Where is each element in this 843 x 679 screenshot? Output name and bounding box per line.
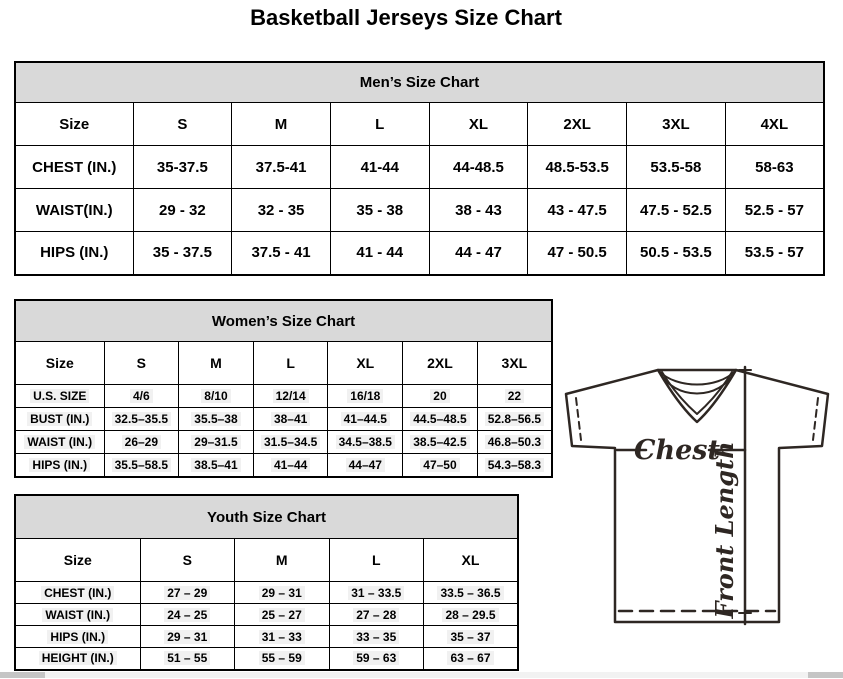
row-label: HIPS (IN.) — [15, 232, 133, 275]
table-row — [15, 431, 552, 454]
row-label: WAIST(IN.) — [15, 189, 133, 232]
front-length-label: Front Length — [710, 441, 739, 619]
column-header: S — [140, 539, 235, 582]
size-cell: 35 – 37 — [424, 626, 519, 648]
row-label: HEIGHT (IN.) — [15, 648, 140, 670]
column-header: XL — [429, 103, 528, 146]
column-header: M — [232, 103, 331, 146]
size-cell: 47.5 - 52.5 — [627, 189, 726, 232]
column-header: M — [179, 342, 254, 385]
chest-label: Chest — [634, 435, 720, 466]
size-cell: 38 - 43 — [429, 189, 528, 232]
size-cell: 33 – 35 — [329, 626, 424, 648]
column-header: Size — [15, 103, 133, 146]
youth-chart-title: Youth Size Chart — [15, 495, 518, 539]
size-cell: 34.5–38.5 — [328, 431, 403, 454]
size-cell: 63 – 67 — [424, 648, 519, 670]
size-cell: 31 – 33 — [235, 626, 330, 648]
column-header: Size — [15, 342, 104, 385]
jersey-diagram-svg — [556, 360, 840, 672]
size-cell: 37.5-41 — [232, 146, 331, 189]
column-header: 3XL — [477, 342, 552, 385]
table-row — [15, 408, 552, 431]
column-header: 3XL — [627, 103, 726, 146]
size-cell: 38.5–41 — [179, 454, 254, 477]
size-cell: 55 – 59 — [235, 648, 330, 670]
size-cell: 16/18 — [328, 385, 403, 408]
size-cell: 29 – 31 — [235, 582, 330, 604]
size-cell: 54.3–58.3 — [477, 454, 552, 477]
scroll-left-button[interactable] — [0, 672, 45, 678]
table-row — [15, 582, 518, 604]
page-title: Basketball Jerseys Size Chart — [250, 5, 562, 30]
row-label: HIPS (IN.) — [15, 626, 140, 648]
size-cell: 41 - 44 — [330, 232, 429, 275]
size-cell: 51 – 55 — [140, 648, 235, 670]
size-cell: 44-48.5 — [429, 146, 528, 189]
column-header: XL — [424, 539, 519, 582]
mens-chart-title: Men’s Size Chart — [15, 62, 824, 103]
size-cell: 29–31.5 — [179, 431, 254, 454]
table-row — [15, 146, 824, 189]
size-cell: 8/10 — [179, 385, 254, 408]
column-header: XL — [328, 342, 403, 385]
row-label: HIPS (IN.) — [15, 454, 104, 477]
column-header: S — [104, 342, 179, 385]
size-cell: 47 - 50.5 — [528, 232, 627, 275]
size-cell: 12/14 — [253, 385, 328, 408]
size-cell: 50.5 - 53.5 — [627, 232, 726, 275]
size-cell: 41–44.5 — [328, 408, 403, 431]
row-label: BUST (IN.) — [15, 408, 104, 431]
row-label: U.S. SIZE — [15, 385, 104, 408]
size-cell: 59 – 63 — [329, 648, 424, 670]
column-header: L — [330, 103, 429, 146]
table-row — [15, 385, 552, 408]
size-cell: 47–50 — [403, 454, 478, 477]
size-cell: 4/6 — [104, 385, 179, 408]
size-cell: 38.5–42.5 — [403, 431, 478, 454]
size-cell: 27 – 28 — [329, 604, 424, 626]
jersey-measurement-diagram — [556, 360, 840, 672]
size-cell: 25 – 27 — [235, 604, 330, 626]
size-cell: 58-63 — [725, 146, 824, 189]
column-header: Size — [15, 539, 140, 582]
size-cell: 52.8–56.5 — [477, 408, 552, 431]
column-header: 4XL — [725, 103, 824, 146]
table-row — [15, 648, 518, 670]
size-cell: 24 – 25 — [140, 604, 235, 626]
size-cell: 44.5–48.5 — [403, 408, 478, 431]
size-cell: 22 — [477, 385, 552, 408]
size-cell: 52.5 - 57 — [725, 189, 824, 232]
row-label: WAIST (IN.) — [15, 431, 104, 454]
horizontal-scrollbar[interactable] — [0, 672, 843, 678]
row-label: WAIST (IN.) — [15, 604, 140, 626]
size-cell: 44–47 — [328, 454, 403, 477]
size-cell: 35.5–38 — [179, 408, 254, 431]
size-cell: 41–44 — [253, 454, 328, 477]
size-cell: 26–29 — [104, 431, 179, 454]
table-row — [15, 454, 552, 477]
column-header: 2XL — [403, 342, 478, 385]
size-cell: 31.5–34.5 — [253, 431, 328, 454]
column-header: M — [235, 539, 330, 582]
womens-chart-title: Women’s Size Chart — [15, 300, 552, 342]
table-row — [15, 232, 824, 275]
size-cell: 29 – 31 — [140, 626, 235, 648]
table-row — [15, 189, 824, 232]
womens-size-chart-table — [14, 299, 553, 478]
row-label: CHEST (IN.) — [15, 582, 140, 604]
collar-arc-outer — [659, 371, 735, 385]
size-cell: 35.5–58.5 — [104, 454, 179, 477]
column-header: L — [329, 539, 424, 582]
size-cell: 37.5 - 41 — [232, 232, 331, 275]
youth-size-chart-table — [14, 494, 519, 671]
row-label: CHEST (IN.) — [15, 146, 133, 189]
size-cell: 32 - 35 — [232, 189, 331, 232]
size-cell: 43 - 47.5 — [528, 189, 627, 232]
column-header: S — [133, 103, 232, 146]
table-row — [15, 626, 518, 648]
size-cell: 31 – 33.5 — [329, 582, 424, 604]
size-cell: 44 - 47 — [429, 232, 528, 275]
size-cell: 27 – 29 — [140, 582, 235, 604]
column-header: 2XL — [528, 103, 627, 146]
size-cell: 35-37.5 — [133, 146, 232, 189]
size-cell: 53.5-58 — [627, 146, 726, 189]
size-cell: 20 — [403, 385, 478, 408]
size-cell: 46.8–50.3 — [477, 431, 552, 454]
size-cell: 53.5 - 57 — [725, 232, 824, 275]
sleeve-cuff-dashes-left — [576, 398, 581, 440]
size-cell: 35 - 37.5 — [133, 232, 232, 275]
size-cell: 29 - 32 — [133, 189, 232, 232]
size-cell: 28 – 29.5 — [424, 604, 519, 626]
table-row — [15, 604, 518, 626]
column-header: L — [253, 342, 328, 385]
size-cell: 35 - 38 — [330, 189, 429, 232]
size-cell: 38–41 — [253, 408, 328, 431]
size-cell: 48.5-53.5 — [528, 146, 627, 189]
jersey-outline — [566, 370, 828, 622]
mens-size-chart-table — [14, 61, 825, 276]
size-cell: 32.5–35.5 — [104, 408, 179, 431]
sleeve-cuff-dashes-right — [813, 398, 818, 440]
size-cell: 33.5 – 36.5 — [424, 582, 519, 604]
size-cell: 41-44 — [330, 146, 429, 189]
scroll-right-button[interactable] — [808, 672, 843, 678]
